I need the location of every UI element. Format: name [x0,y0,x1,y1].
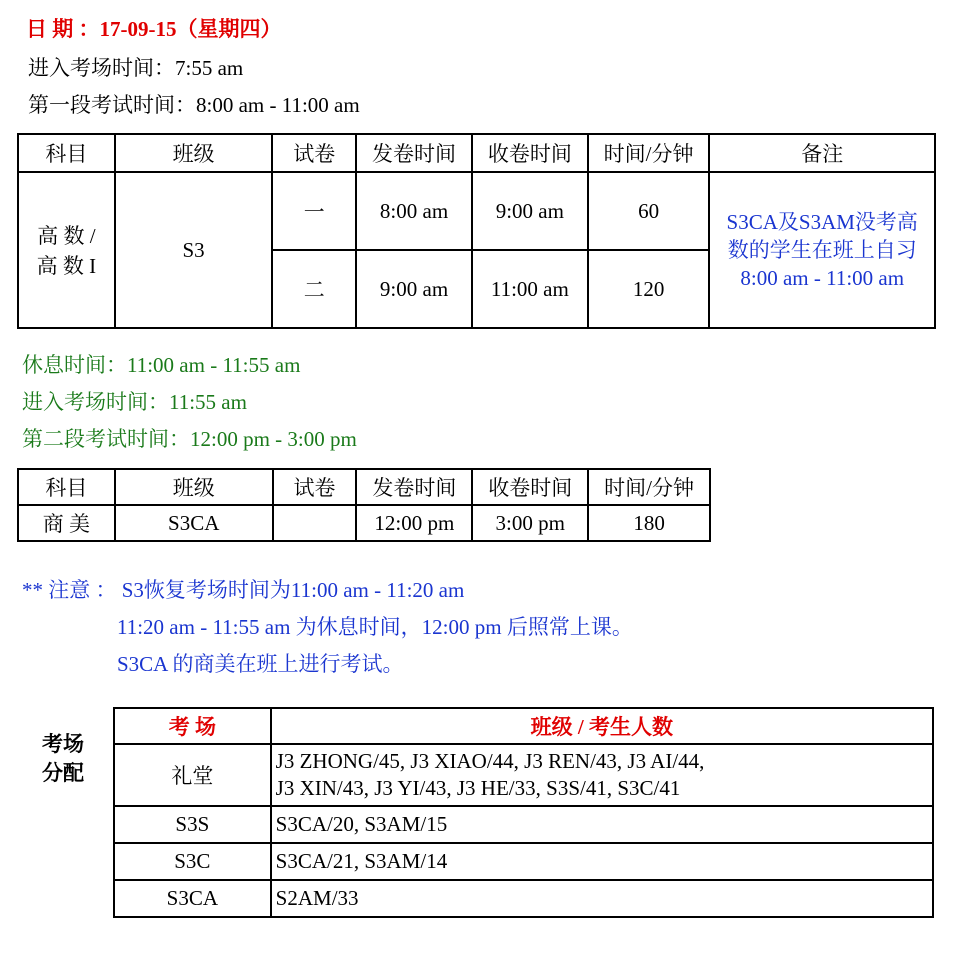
start-cell: 8:00 am [356,172,472,250]
header-start: 发卷时间 [356,134,472,172]
header-paper: 试卷 [273,469,357,505]
header-start: 发卷时间 [356,469,472,505]
session2-time: 第二段考试时间：12:00 pm - 3:00 pm [22,427,357,451]
session2-table [17,468,711,542]
paper-cell: 一 [272,172,356,250]
table-row [18,172,935,250]
allocation-label-line1: 考场 [42,732,84,756]
class-cell: S3 [115,172,273,328]
header-subject: 科目 [18,134,115,172]
remark-cell [709,172,935,328]
class-cell: S3CA [115,505,273,541]
table-row [114,806,933,843]
allocation-label [42,730,84,788]
note-line2: 11:20 am - 11:55 am 为休息时间，12:00 pm 后照常上课。 [117,615,633,639]
table-row [114,744,933,806]
header-minutes: 时间/分钟 [588,469,710,505]
rest-time: 休息时间：11:00 am - 11:55 am [22,353,301,377]
classes-cell: S2AM/33 [271,880,933,917]
note-line1: ** 注意 ： S3恢复考场时间为11:00 am - 11:20 am [22,578,465,602]
table-row [18,505,710,541]
minutes-cell: 60 [588,172,710,250]
end-cell: 11:00 am [472,250,588,328]
room-cell: S3S [114,806,271,843]
entry-time-1: 进入考场时间：7:55 am [28,56,244,80]
room-cell: S3CA [114,880,271,917]
classes-cell: S3CA/20, S3AM/15 [271,806,933,843]
room-cell: 礼堂 [114,744,271,806]
table-header-row [114,708,933,744]
exam-date: 日 期 ：17-09-15（星期四） [26,17,282,41]
subject-cell [18,172,115,328]
remark-line3: 8:00 am - 11:00 am [740,266,905,290]
start-cell: 12:00 pm [356,505,472,541]
allocation-label-line2: 分配 [42,761,84,785]
table-header-row [18,469,710,505]
minutes-cell: 120 [588,250,710,328]
classes-line2: J3 XIN/43, J3 YI/43, J3 HE/33, S3S/41, S3C/41 [275,776,681,800]
header-class: 班级 [115,469,273,505]
note-line3: S3CA 的商美在班上进行考试。 [117,652,404,676]
minutes-cell: 180 [588,505,710,541]
session1-time: 第一段考试时间：8:00 am - 11:00 am [28,93,360,117]
header-minutes: 时间/分钟 [588,134,710,172]
classes-line1: J3 ZHONG/45, J3 XIAO/44, J3 REN/43, J3 AI/44, [275,749,705,773]
header-subject: 科目 [18,469,115,505]
subject-line2: 高 数 I [36,254,97,278]
table-row [114,843,933,880]
remark-line1: S3CA及S3AM没考高 [726,210,918,234]
header-end: 收卷时间 [472,469,588,505]
paper-cell [273,505,357,541]
header-paper: 试卷 [272,134,356,172]
allocation-table [113,707,934,918]
header-class: 班级 [115,134,273,172]
table-header-row [18,134,935,172]
session1-table [17,133,936,329]
room-cell: S3C [114,843,271,880]
subject-cell: 商 美 [18,505,115,541]
entry-time-2: 进入考场时间：11:55 am [22,390,247,414]
start-cell: 9:00 am [356,250,472,328]
header-remark: 备注 [709,134,935,172]
header-room: 考 场 [114,708,271,744]
classes-cell [271,744,933,806]
table-row [114,880,933,917]
header-class-count: 班级 / 考生人数 [271,708,933,744]
subject-line1: 高 数 / [37,224,96,248]
classes-cell: S3CA/21, S3AM/14 [271,843,933,880]
paper-cell: 二 [272,250,356,328]
end-cell: 9:00 am [472,172,588,250]
end-cell: 3:00 pm [472,505,588,541]
remark-line2: 数的学生在班上自习 [727,238,917,262]
header-end: 收卷时间 [472,134,588,172]
